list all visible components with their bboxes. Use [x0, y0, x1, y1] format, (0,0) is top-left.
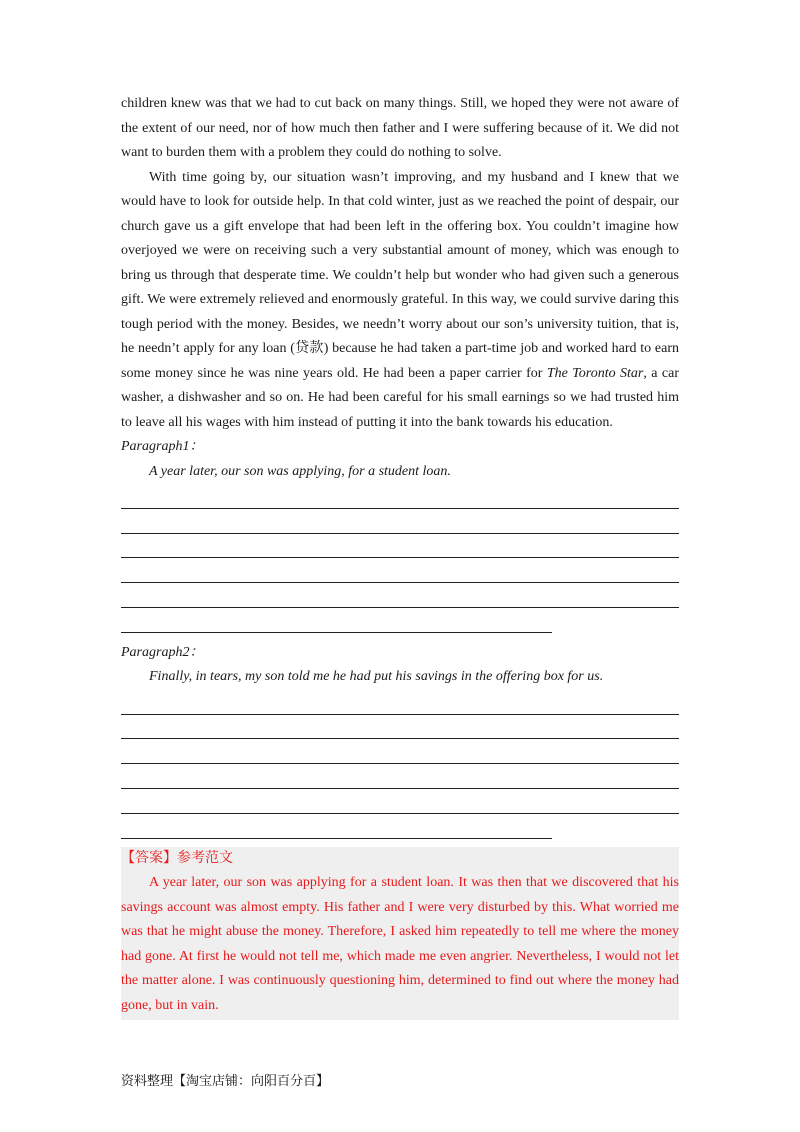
- paragraph2-writing-lines: [121, 690, 679, 839]
- writing-line[interactable]: [121, 509, 679, 534]
- paragraph1-label: Paragraph1：: [121, 439, 204, 454]
- answer-block: [121, 847, 679, 1021]
- paragraph2-prompt: Finally, in tears, my son told me he had put his savings in the offering box for us.: [149, 669, 604, 685]
- answer-text: A year later, our son was applying for a student loan. It was then that we discovered that his savings account was almost empty. His father and I were very disturbed by this. What worried me was that he might abuse the money. Therefore, I asked him repeatedly to tell me where the money had gone. At first he would not tell me, which made me even angrier. Nevertheless, I would not let the matter alone. I was continuously questioning him, determined to find out where the money had gone, but in vain.: [121, 875, 679, 1013]
- writing-line[interactable]: [121, 583, 679, 608]
- writing-line[interactable]: [121, 484, 679, 509]
- writing-line[interactable]: [121, 558, 679, 583]
- answer-title: 【答案】参考范文: [121, 850, 233, 866]
- story-paragraph-2: [121, 166, 679, 436]
- writing-line[interactable]: [121, 715, 679, 740]
- paragraph1-prompt: A year later, our son was applying, for a student loan.: [149, 463, 451, 479]
- story-paragraph-continued: children knew was that we had to cut back on many things. Still, we hoped they were not aware of the extent of our need, nor of how much then father and I were suffering because of it. We did not want to burden them with a problem they could do nothing to solve.: [121, 96, 679, 160]
- story-paragraph-2-text-a: With time going by, our situation wasn’t improving, and my husband and I knew that we would have to look for outside help. In that cold winter, just as we reached the point of despair, our church gave us a gift envelope that had been left in the offering box. You couldn’t imagine how overjoyed we were on receiving such a very substantial amount of money, which was enough to bring us through that desperate time. We couldn’t help but wonder who had given such a generous gift. We were extremely relieved and enormously grateful. In this way, we could survive daring this tough period with the money. Besides, we needn’t worry about our son’s university tuition, that is, he needn’t apply for any loan (贷款) because he had taken a part-time job and worked hard to earn some money since he was nine years old. He had been a paper carrier for: [121, 169, 679, 381]
- writing-line[interactable]: [121, 739, 679, 764]
- writing-line[interactable]: [121, 608, 552, 633]
- writing-line[interactable]: [121, 690, 679, 715]
- footer-source: 资料整理【淘宝店铺：向阳百分百】: [121, 1074, 330, 1089]
- story-paragraph-2-text-b: , a car washer, a dishwasher and so on. He had been careful for his small earnings so we had trusted him to leave all his wages with him instead of putting it into the bank towards his education.: [121, 365, 679, 430]
- document-page: [121, 92, 679, 1020]
- writing-line[interactable]: [121, 764, 679, 789]
- writing-line[interactable]: [121, 789, 679, 814]
- newspaper-title: The Toronto Star: [546, 365, 644, 381]
- paragraph1-writing-lines: [121, 484, 679, 633]
- paragraph2-label: Paragraph2：: [121, 644, 204, 660]
- writing-line[interactable]: [121, 814, 552, 839]
- writing-line[interactable]: [121, 534, 679, 559]
